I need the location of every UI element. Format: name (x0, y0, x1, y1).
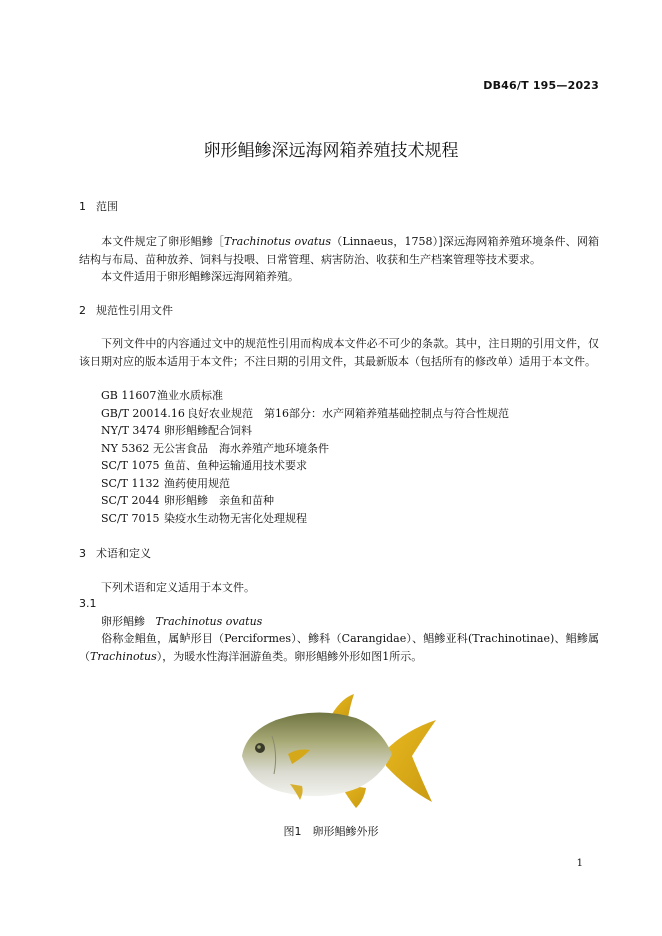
latin-name: Trachinotus ovatus (224, 235, 332, 248)
section-1-heading (79, 198, 118, 214)
reference-item: SC/T 1075 鱼苗、鱼种运输通用技术要求 (101, 459, 307, 472)
section-title: 规范性引用文件 (96, 304, 173, 317)
document-number: DB46/T 195—2023 (483, 79, 599, 92)
reference-item: NY/T 3474 卵形鲳鲹配合饲料 (101, 424, 252, 437)
normative-intro: 下列文件中的内容通过文中的规范性引用而构成本文件必不可少的条款。其中，注日期的引用文件，仅该日期对应的版本适用于本文件；不注日期的引用文件，其最新版本（包括所有的修改单）适用于本文件。 (79, 337, 599, 368)
term-name: 卵形鲳鲹 (101, 615, 145, 628)
section-3-heading (79, 545, 151, 561)
section-title: 术语和定义 (96, 547, 151, 560)
section-number: 2 (79, 304, 86, 317)
reference-list (101, 387, 509, 527)
term-number: 3.1 (79, 597, 97, 610)
term-latin-name: Trachinotus ovatus (155, 615, 263, 628)
page-title: 卵形鲳鲹深远海网箱养殖技术规程 (203, 141, 459, 161)
term-entry (79, 613, 599, 631)
scope-paragraph-1: 本文件规定了卵形鲳鲹［Trachinotus ovatus（Linnaeus，1758）]深远海网箱养殖环境条件、网箱结构与布局、苗种放养、饲料与投喂、日常管理、病害防治、收获和生产档案管理等技术要求。 (79, 235, 600, 266)
reference-item: NY 5362 无公害食品 海水养殖产地环境条件 (101, 441, 329, 455)
reference-item: GB/T 20014.16 良好农业规范 第16部分：水产网箱养殖基础控制点与符合性规范 (101, 406, 509, 420)
section-number: 3 (79, 547, 86, 560)
reference-item: SC/T 7015 染疫水生动物无害化处理规程 (101, 511, 307, 525)
reference-item: SC/T 2044 卵形鲳鲹 亲鱼和苗种 (101, 494, 274, 507)
reference-item: SC/T 1132 渔药使用规范 (101, 476, 230, 490)
section-title: 范围 (96, 200, 118, 213)
scope-paragraph-2: 本文件适用于卵形鲳鲹深远海网箱养殖。 (101, 270, 299, 283)
section-number: 1 (79, 200, 86, 213)
term-definition: 俗称金鲳鱼，属鲈形目（Perciformes）、鲹科（Carangidae）、鲳鲹亚科(Trachinotinae)、鲳鲹属（Trachinotus），为暖水性海洋洄游鱼类。卵形鲳鲹外形如图1所示。 (79, 632, 599, 663)
latin-name: Trachinotus (90, 649, 157, 663)
terms-intro: 下列术语和定义适用于本文件。 (101, 581, 255, 594)
section-2-heading (79, 302, 173, 318)
reference-item: GB 11607渔业水质标准 (101, 389, 223, 402)
fish-figure-image (236, 692, 442, 812)
page-number: 1 (576, 858, 583, 869)
figure-caption: 图1 卵形鲳鲹外形 (283, 825, 379, 838)
